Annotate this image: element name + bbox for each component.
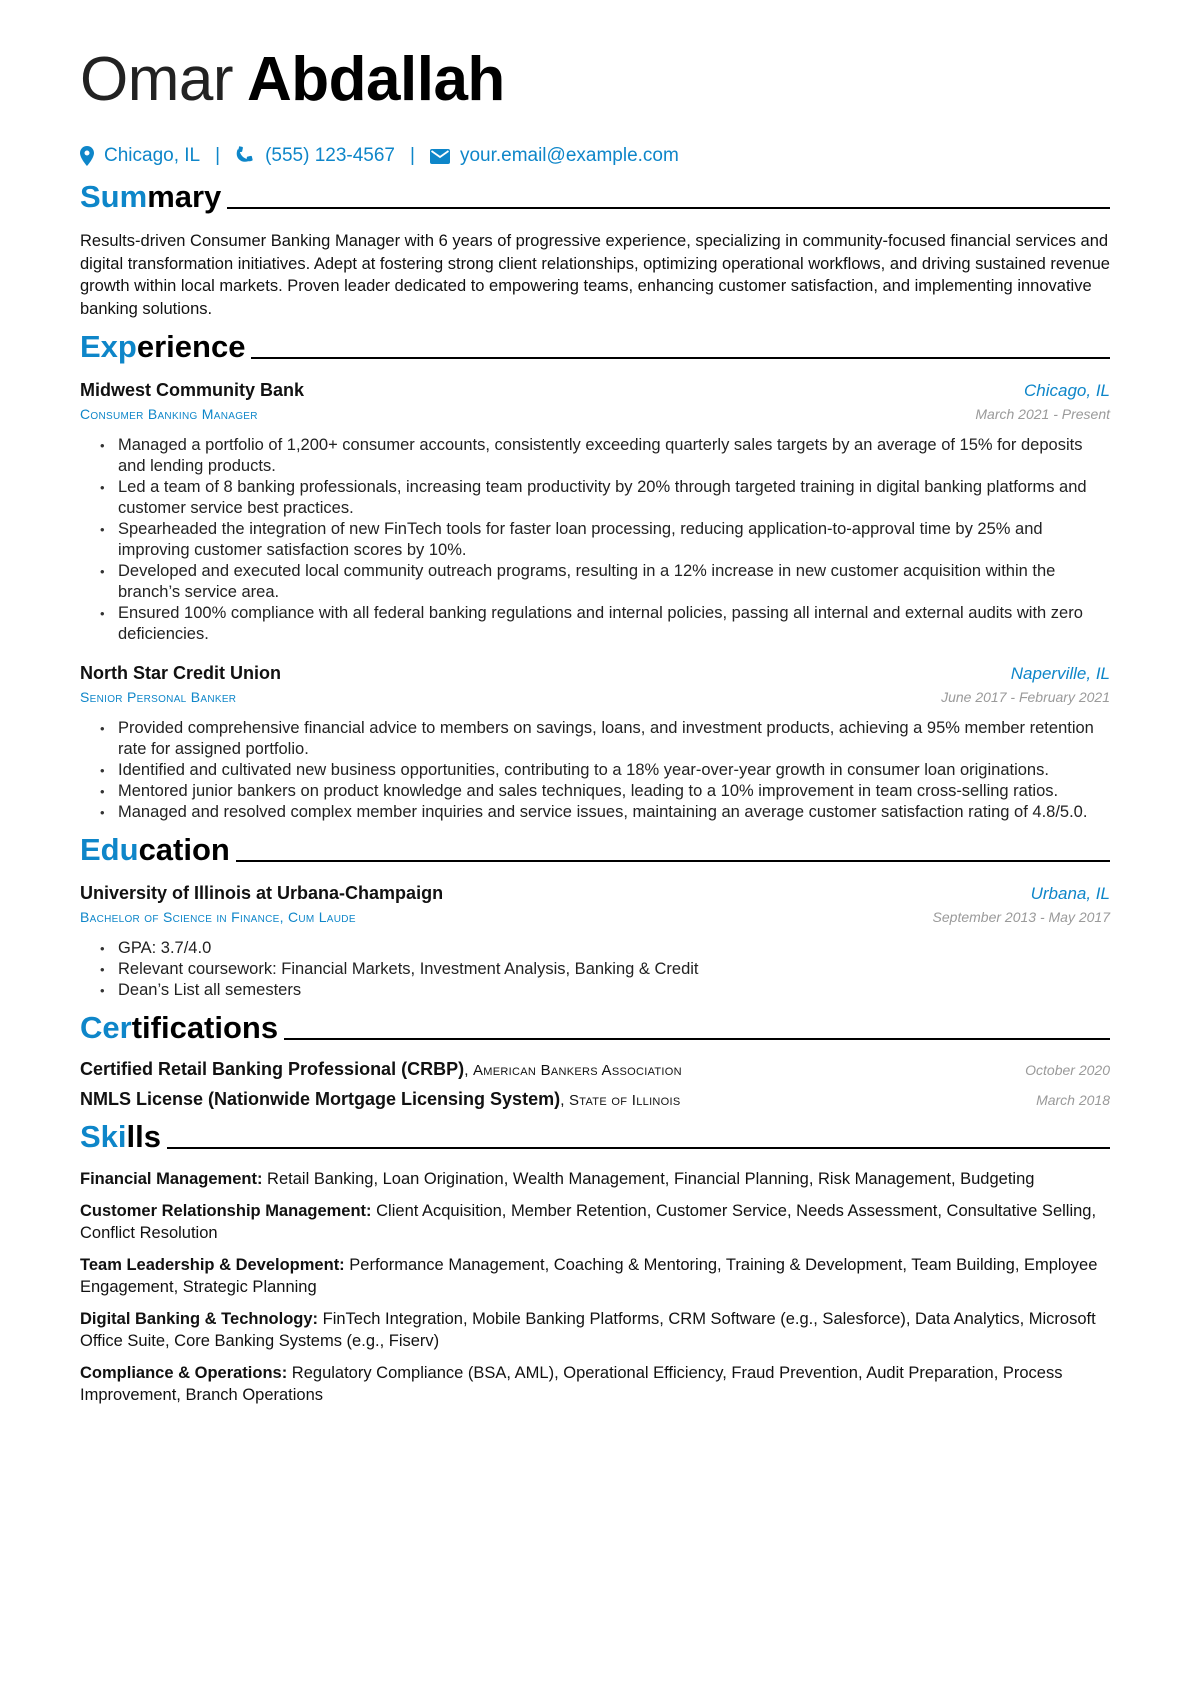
list-item: • Dean’s List all semesters xyxy=(100,980,1110,1001)
title-accent: Edu xyxy=(80,832,139,867)
bullet-list xyxy=(80,435,1110,645)
section-title xyxy=(80,831,230,869)
skills-list xyxy=(80,1168,1110,1407)
title-rest: tifications xyxy=(131,1010,279,1045)
dates: September 2013 - May 2017 xyxy=(932,909,1110,925)
education-section xyxy=(80,829,1110,1001)
phone-text: (555) 123-4567 xyxy=(265,145,395,166)
experience-entry xyxy=(80,378,1110,645)
skills-section xyxy=(80,1116,1110,1407)
section-rule xyxy=(251,357,1110,359)
certification-name: NMLS License (Nationwide Mortgage Licensing System) xyxy=(80,1089,561,1109)
list-item: • Led a team of 8 banking professionals, increasing team productivity by 20% through targeted training in digital banking platforms and customer service best practices. xyxy=(100,477,1110,519)
section-rule xyxy=(167,1147,1110,1149)
contact-location xyxy=(80,145,200,167)
entry-sub-row xyxy=(80,906,1110,928)
section-title xyxy=(80,178,221,216)
skill-values: Client Acquisition, Member Retention, Customer Service, Needs Assessment, Consultative Selling, Conflict Resolution xyxy=(80,1201,1097,1242)
role: Consumer Banking Manager xyxy=(80,406,258,422)
certification-name: Certified Retail Banking Professional (CRBP) xyxy=(80,1059,465,1079)
summary-text: Results-driven Consumer Banking Manager with 6 years of progressive experience, specializing in community-focused financial services and digital transformation initiatives. Adept at fostering strong client relationships, optimizing operational workflows, and driving sustained revenue growth within local markets. Proven leader dedicated to empowering teams, enhancing customer satisfaction, and implementing innovative banking solutions. xyxy=(80,232,1110,318)
skill-values: Retail Banking, Loan Origination, Wealth Management, Financial Planning, Risk Management, Budgeting xyxy=(267,1170,1035,1188)
dates: March 2021 - Present xyxy=(975,406,1110,422)
location: Naperville, IL xyxy=(1010,664,1110,683)
certification-issuer: State of Illinois xyxy=(568,1092,681,1109)
entry-sub-row xyxy=(80,686,1110,708)
phone-icon xyxy=(235,146,255,166)
contact-separator: | xyxy=(215,145,221,166)
skills-heading xyxy=(80,1116,1110,1156)
contact-email[interactable] xyxy=(430,145,679,167)
candidate-name xyxy=(80,38,1110,122)
skill-category: Customer Relationship Management: xyxy=(80,1201,372,1220)
experience-section xyxy=(80,326,1110,823)
organization: Midwest Community Bank xyxy=(80,380,305,400)
section-title xyxy=(80,1009,278,1047)
experience-heading xyxy=(80,326,1110,366)
section-rule xyxy=(227,207,1110,209)
organization: University of Illinois at Urbana-Champaign xyxy=(80,883,444,903)
degree: Bachelor of Science in Finance, Cum Laude xyxy=(80,909,356,925)
list-item: • Spearheaded the integration of new FinTech tools for faster loan processing, reducing application-to-approval time by 25% and improving customer satisfaction scores by 10%. xyxy=(100,519,1110,561)
last-name: Abdallah xyxy=(247,45,505,114)
skill-category: Financial Management: xyxy=(80,1170,263,1188)
contact-separator: | xyxy=(410,145,415,166)
title-rest: cation xyxy=(138,832,230,867)
skill-category: Digital Banking & Technology: xyxy=(80,1309,319,1328)
skill-values: Performance Management, Coaching & Mentoring, Training & Development, Team Building, Employee Engagement, Strategic Planning xyxy=(80,1255,1098,1296)
contact-phone[interactable] xyxy=(235,145,395,167)
list-item: • Managed a portfolio of 1,200+ consumer accounts, consistently exceeding quarterly sales targets by an average of 15% for deposits and lending products. xyxy=(100,435,1110,477)
skill-item xyxy=(80,1200,1110,1245)
skill-item xyxy=(80,1308,1110,1353)
certification-list xyxy=(80,1059,1110,1110)
first-name: Omar xyxy=(80,45,233,114)
entry-top-row xyxy=(80,881,1110,906)
certification-date: March 2018 xyxy=(1036,1092,1110,1108)
list-item: • Provided comprehensive financial advice to members on savings, loans, and investment products, achieving a 95% member retention rate for assigned portfolio. xyxy=(100,718,1110,760)
title-accent: Ski xyxy=(80,1119,127,1154)
title-accent: Sum xyxy=(80,179,148,214)
skill-category: Compliance & Operations: xyxy=(80,1363,288,1382)
certification-label: NMLS License (Nationwide Mortgage Licensing System), State of Illinois xyxy=(80,1089,681,1109)
location: Urbana, IL xyxy=(1030,884,1110,903)
summary-heading xyxy=(80,176,1110,216)
experience-entry xyxy=(80,661,1110,823)
list-item: • Identified and cultivated new business opportunities, contributing to a 18% year-over-year growth in consumer loan originations. xyxy=(100,760,1110,781)
list-item: • Managed and resolved complex member inquiries and service issues, maintaining an average customer satisfaction rating of 4.8/5.0. xyxy=(100,802,1110,823)
certification-item xyxy=(80,1089,1110,1110)
section-rule xyxy=(236,860,1110,862)
certification-label: Certified Retail Banking Professional (CRBP), American Bankers Association xyxy=(80,1059,682,1079)
certification-date: October 2020 xyxy=(1025,1062,1110,1078)
email-text: your.email@example.com xyxy=(459,145,679,166)
certifications-section xyxy=(80,1007,1110,1110)
envelope-icon xyxy=(430,149,450,164)
list-item: • Ensured 100% compliance with all federal banking regulations and internal policies, passing all internal and external audits with zero deficiencies. xyxy=(100,603,1110,645)
bullet-list xyxy=(80,938,1110,1001)
entry-top-row xyxy=(80,661,1110,686)
entry-top-row xyxy=(80,378,1110,403)
section-title xyxy=(80,1118,161,1156)
title-accent: Exp xyxy=(80,329,137,364)
skill-item xyxy=(80,1362,1110,1407)
certification-issuer: American Bankers Association xyxy=(472,1062,682,1079)
education-heading xyxy=(80,829,1110,869)
title-rest: erience xyxy=(136,329,246,364)
education-entry xyxy=(80,881,1110,1001)
list-item: • Relevant coursework: Financial Markets, Investment Analysis, Banking & Credit xyxy=(100,959,1110,980)
location: Chicago, IL xyxy=(1024,381,1110,400)
skill-category: Team Leadership & Development: xyxy=(80,1255,345,1274)
entry-sub-row xyxy=(80,403,1110,425)
skill-item xyxy=(80,1254,1110,1299)
title-rest: mary xyxy=(147,179,222,214)
summary-section xyxy=(80,176,1110,320)
dates: June 2017 - February 2021 xyxy=(941,689,1110,705)
list-item: • Mentored junior bankers on product knowledge and sales techniques, leading to a 10% improvement in team cross-selling ratios. xyxy=(100,781,1110,802)
section-title xyxy=(80,328,245,366)
skill-values: Regulatory Compliance (BSA, AML), Operational Efficiency, Fraud Prevention, Audit Preparation, Process Improvement, Branch Operations xyxy=(80,1363,1063,1404)
skill-item xyxy=(80,1168,1110,1191)
organization: North Star Credit Union xyxy=(80,663,281,683)
certification-item xyxy=(80,1059,1110,1080)
bullet-list xyxy=(80,718,1110,823)
section-rule xyxy=(284,1038,1110,1040)
list-item: • GPA: 3.7/4.0 xyxy=(100,938,1110,959)
title-accent: Cer xyxy=(80,1010,132,1045)
role: Senior Personal Banker xyxy=(80,689,237,705)
list-item: • Developed and executed local community outreach programs, resulting in a 12% increase in new customer acquisition within the branch’s service area. xyxy=(100,561,1110,603)
map-pin-icon xyxy=(80,146,94,166)
contact-bar xyxy=(80,142,1110,170)
title-rest: lls xyxy=(126,1119,161,1154)
location-text: Chicago, IL xyxy=(104,145,201,166)
skill-values: FinTech Integration, Mobile Banking Platforms, CRM Software (e.g., Salesforce), Data Analytics, Microsoft Office Suite, Core Banking Systems (e.g., Fiserv) xyxy=(80,1309,1096,1350)
certifications-heading xyxy=(80,1007,1110,1047)
